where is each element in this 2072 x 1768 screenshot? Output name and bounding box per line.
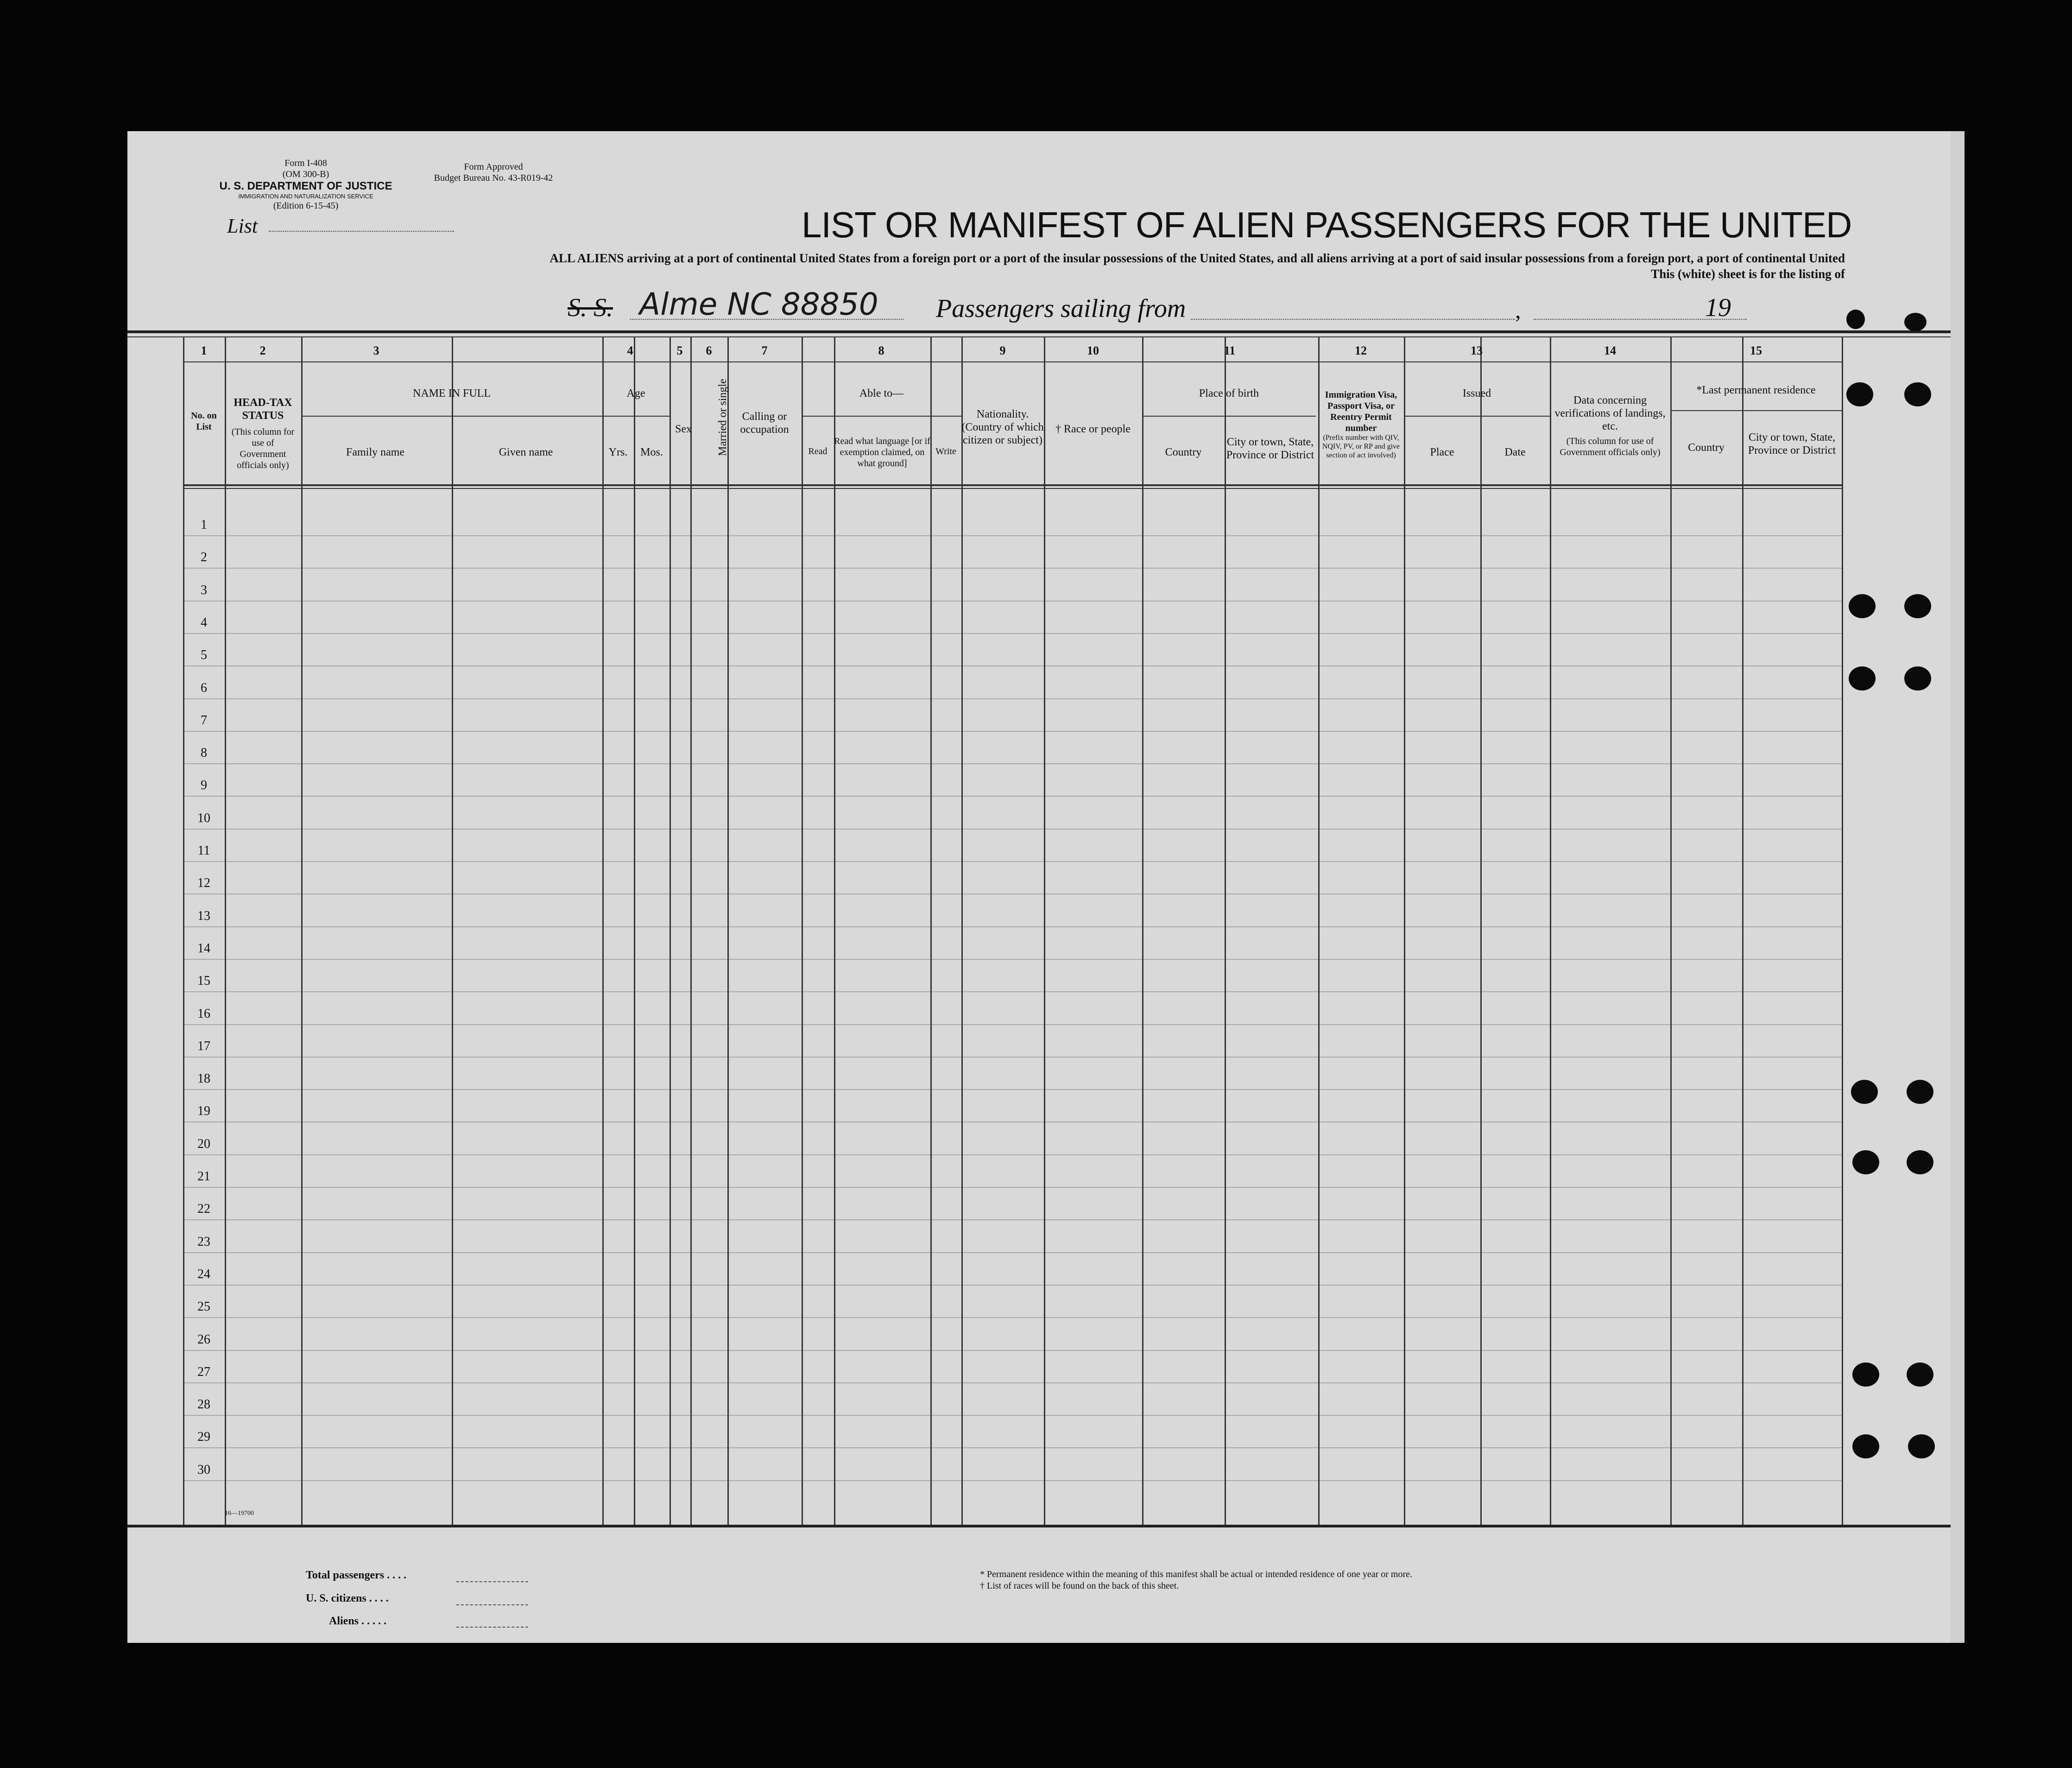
form-info [213, 158, 398, 211]
row-number: 6 [201, 680, 207, 695]
row-rule [183, 991, 1842, 992]
row-rule [183, 959, 1842, 960]
row-number: 13 [197, 908, 210, 923]
punch-hole [1904, 382, 1931, 406]
punch-hole [1852, 1362, 1879, 1387]
row-rule [183, 1285, 1842, 1286]
column-divider [802, 336, 803, 1525]
column-number: 11 [1224, 344, 1236, 357]
able-subrule [802, 416, 961, 417]
row-number: 16 [197, 1006, 210, 1021]
col-issued-date: Date [1504, 446, 1526, 458]
age-subrule [602, 416, 670, 417]
row-number: 14 [197, 941, 210, 956]
col-age-yrs: Yrs. [608, 446, 628, 458]
aliens-label: Aliens . . . . . [329, 1615, 387, 1627]
column-divider [1842, 336, 1843, 1525]
row-number: 29 [197, 1430, 210, 1445]
col-birth-country: Country [1165, 446, 1202, 458]
list-label: List [227, 215, 258, 237]
column-number: 2 [259, 344, 266, 357]
instruction-line-2: This (white) sheet is for the listing of [1651, 267, 1845, 281]
us-citizens-label: U. S. citizens . . . . [306, 1592, 389, 1604]
column-divider [1550, 336, 1551, 1525]
punch-hole [1852, 1434, 1879, 1458]
row-number: 10 [197, 811, 210, 825]
row-rule [183, 1154, 1842, 1155]
column-divider [727, 336, 729, 1525]
row-number: 9 [201, 778, 207, 793]
row-rule [183, 1350, 1842, 1351]
column-number: 13 [1471, 344, 1483, 357]
budget-info [417, 161, 570, 184]
sailing-from-label: Passengers sailing from [936, 294, 1186, 323]
table-top-rule-2 [127, 336, 1951, 337]
row-rule [183, 731, 1842, 732]
column-number: 6 [706, 344, 712, 357]
row-rule [183, 1057, 1842, 1058]
punch-hole [1851, 1080, 1878, 1104]
row-number: 3 [201, 583, 207, 597]
column-divider [690, 336, 692, 1525]
column-divider [1044, 336, 1045, 1525]
row-number: 20 [197, 1136, 210, 1151]
col-headtax-header: HEAD-TAX STATUS [234, 397, 292, 422]
form-number: Form I-408 [284, 158, 327, 168]
punch-hole [1908, 1434, 1935, 1458]
row-number: 26 [197, 1332, 210, 1347]
row-number: 22 [197, 1202, 210, 1217]
row-rule [183, 568, 1842, 569]
comma-mark: , [1515, 297, 1521, 323]
row-number: 5 [201, 648, 207, 663]
row-rule [183, 796, 1842, 797]
column-number: 5 [676, 344, 683, 357]
col-age-header: Age [626, 387, 645, 399]
punch-hole [1852, 1150, 1879, 1174]
row-number: 17 [197, 1039, 210, 1053]
col-verification-note: (This column for use of Government officials only) [1560, 436, 1661, 457]
column-divider [452, 336, 453, 1525]
header-bottom-rule [183, 484, 1842, 486]
col-visa-header: Immigration Visa, Passport Visa, or Reentry Permit number [1325, 390, 1397, 433]
row-number: 15 [197, 974, 210, 989]
col-no-header: No. on List [191, 411, 217, 432]
col-race-header: † Race or people [1055, 423, 1131, 435]
col-nationality-header: Nationality. (Country of which citizen or subject) [961, 408, 1044, 446]
column-divider [1142, 336, 1143, 1525]
ss-label: S. S. [568, 293, 613, 322]
col-married-header: Married or single [717, 379, 729, 456]
punch-hole [1849, 666, 1876, 691]
column-divider [834, 336, 835, 1525]
footnote-residence: * Permanent residence within the meaning of this manifest shall be actual or intended residence of one year or more. [980, 1569, 1413, 1579]
col-visa-note: (Prefix number with QIV, NQIV, PV, or RP and give section of act involved) [1322, 434, 1400, 459]
col-name-header: NAME IN FULL [413, 387, 491, 399]
sailing-port-line [1191, 319, 1515, 320]
instruction-line-1: ALL ALIENS arriving at a port of continental United States from a foreign port or a port of the insular possessions of the United States, and all aliens arriving at a port of said insular possessions from a foreign port, a port of continental United [550, 251, 1845, 265]
year-label: 19 [1705, 293, 1731, 322]
col-headtax-note: (This column for use of Government officials only) [231, 427, 295, 470]
col-issued-place: Place [1430, 446, 1454, 458]
col-birth-city: City or town, State, Province or District [1226, 436, 1314, 461]
print-code-table: 16—19700 [225, 1510, 254, 1517]
col-able-header: Able to— [859, 387, 904, 399]
row-number: 24 [197, 1267, 210, 1281]
row-rule [183, 1415, 1842, 1416]
column-number: 14 [1604, 344, 1616, 357]
column-divider [930, 336, 932, 1525]
row-number: 2 [201, 550, 207, 565]
row-number: 28 [197, 1397, 210, 1412]
row-rule [183, 1317, 1842, 1318]
row-rule [183, 1252, 1842, 1253]
column-divider [602, 336, 604, 1525]
col-residence-country: Country [1688, 442, 1725, 454]
column-number: 7 [761, 344, 768, 357]
row-rule [183, 535, 1842, 536]
row-rule [183, 926, 1842, 927]
sheet-edge [1951, 131, 1965, 1643]
punch-hole [1904, 666, 1931, 691]
column-divider [1670, 336, 1672, 1525]
punch-hole [1846, 382, 1873, 406]
form-approved: Form Approved [464, 162, 523, 172]
row-rule [183, 861, 1842, 862]
col-read: Read [808, 446, 828, 456]
row-rule [183, 1480, 1842, 1481]
ship-name-line [630, 319, 903, 320]
total-passengers-line [456, 1581, 528, 1582]
column-divider [1480, 336, 1482, 1525]
birth-subrule [1142, 416, 1316, 417]
form-edition: (Edition 6-15-45) [273, 201, 339, 211]
list-number-line [269, 231, 454, 232]
row-number: 4 [201, 615, 207, 630]
column-number: 9 [999, 344, 1006, 357]
row-number: 23 [197, 1234, 210, 1249]
footnote-races: † List of races will be found on the back of this sheet. [980, 1581, 1179, 1591]
row-rule [183, 1219, 1842, 1220]
column-number: 10 [1087, 344, 1099, 357]
service-name: IMMIGRATION AND NATURALIZATION SERVICE [238, 193, 373, 200]
column-number: 4 [627, 344, 633, 357]
row-rule [183, 601, 1842, 602]
column-divider [1404, 336, 1405, 1525]
column-divider [1742, 336, 1744, 1525]
row-number: 21 [197, 1169, 210, 1184]
col-occupation-header: Calling or occupation [740, 411, 789, 436]
budget-number: Budget Bureau No. 43-R019-42 [434, 173, 553, 183]
table-bottom-rule [127, 1525, 1951, 1527]
ship-name-handwritten: Alme NC 88850 [639, 286, 878, 322]
residence-subrule [1670, 410, 1842, 411]
row-rule [183, 1382, 1842, 1383]
row-rule [183, 1187, 1842, 1188]
punch-hole [1849, 594, 1876, 618]
col-age-mos: Mos. [640, 446, 663, 458]
row-number: 11 [197, 843, 210, 858]
row-rule [183, 665, 1842, 666]
row-rule [183, 1447, 1842, 1448]
column-divider [670, 336, 671, 1525]
department-name: U. S. DEPARTMENT OF JUSTICE [219, 180, 392, 192]
column-number-rule [183, 361, 1842, 362]
column-divider [634, 336, 635, 1525]
row-number: 30 [197, 1462, 210, 1477]
punch-hole [1904, 313, 1927, 331]
row-number: 1 [201, 518, 207, 532]
column-divider [961, 336, 963, 1525]
aliens-line [456, 1627, 528, 1628]
row-number: 8 [201, 746, 207, 760]
table-top-rule [127, 330, 1951, 333]
row-number: 7 [201, 713, 207, 728]
row-rule [183, 1024, 1842, 1025]
row-number: 25 [197, 1299, 210, 1314]
row-number: 27 [197, 1364, 210, 1379]
col-issued-header: Issued [1462, 387, 1491, 399]
punch-hole [1846, 310, 1865, 329]
column-divider [301, 336, 303, 1525]
row-number: 19 [197, 1104, 210, 1119]
issued-subrule [1404, 416, 1550, 417]
col-family-name: Family name [346, 446, 404, 458]
total-passengers-label: Total passengers . . . . [306, 1569, 407, 1581]
column-divider [1225, 336, 1226, 1525]
us-citizens-line [456, 1604, 528, 1605]
column-number: 3 [373, 344, 379, 357]
punch-hole [1907, 1362, 1933, 1387]
row-number: 18 [197, 1071, 210, 1086]
column-divider [1318, 336, 1320, 1525]
row-number: 12 [197, 876, 210, 891]
manifest-sheet [127, 131, 1951, 1643]
punch-hole [1904, 594, 1931, 618]
row-rule [183, 698, 1842, 699]
col-verification-header: Data concerning verifications of landings, etc. [1554, 394, 1666, 432]
col-given-name: Given name [499, 446, 553, 458]
row-rule [183, 1089, 1842, 1090]
col-sex-header: Sex [675, 423, 692, 435]
col-write: Write [935, 446, 956, 456]
form-sub-number: (OM 300-B) [282, 169, 329, 179]
row-rule [183, 633, 1842, 634]
column-number: 15 [1750, 344, 1762, 357]
punch-hole [1907, 1080, 1933, 1104]
column-divider [225, 336, 226, 1525]
col-read-language: Read what language [or if exemption claimed, on what ground] [834, 436, 930, 469]
punch-hole [1907, 1150, 1933, 1174]
column-number: 1 [201, 344, 207, 357]
col-residence-header: *Last permanent residence [1696, 384, 1816, 396]
col-birth-header: Place of birth [1199, 387, 1259, 399]
page-title: LIST OR MANIFEST OF ALIEN PASSENGERS FOR THE UNITED [802, 204, 1852, 245]
row-rule [183, 763, 1842, 764]
header-bottom-rule-2 [183, 488, 1842, 489]
col-residence-city: City or town, State, Province or District [1748, 431, 1836, 456]
column-number: 12 [1355, 344, 1367, 357]
column-number: 8 [878, 344, 884, 357]
row-rule [183, 829, 1842, 830]
